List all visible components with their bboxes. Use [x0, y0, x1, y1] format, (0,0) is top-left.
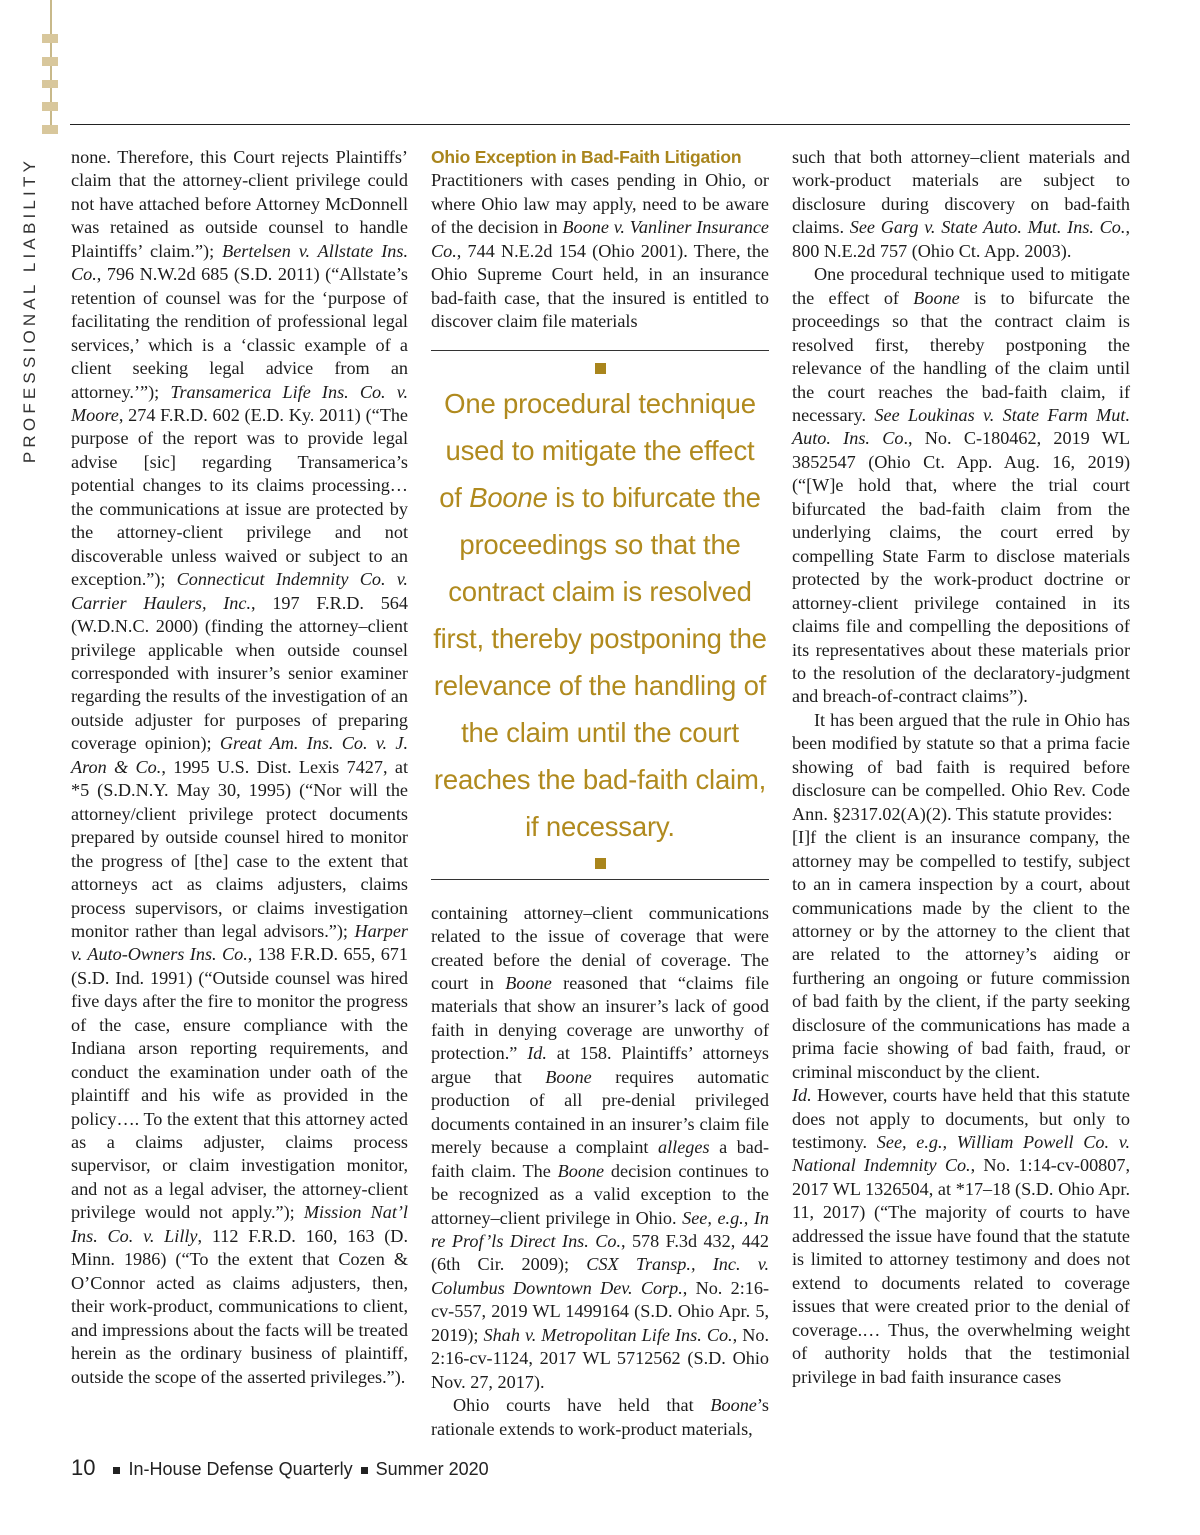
col3-paragraph-2: One procedural technique used to mitigate the effect of Boone is to bifurcate the proceedings so that the contract claim is resolved first, thereby postponing the relevance of the handling of the claim until the court reaches the bad-faith claim, if necessary. See Loukinas v. State Farm Mut. Auto. Ins. Co., No. C-180462, 2019 WL 3852547 (Ohio Ct. App. Aug. 16, 2019) (“[W]e hold that, where the trial court bifurcated the bad-faith claim from the underlying claims, the court erred by compelling State Farm to disclose materials protected by the work-product doctrine or attorney-client privilege contained in its claims file and compelling the depositions of its representatives about these materials prior to the resolution of the declaratory-judgment and breach-of-contract claims”). — [792, 264, 1130, 707]
pull-quote — [431, 350, 769, 880]
bullet-icon — [113, 1467, 120, 1474]
section-side-label: PROFESSIONAL LIABILITY — [20, 156, 39, 464]
col2-paragraph-1: Practitioners with cases pending in Ohio, or where Ohio law may apply, need to be aware of the decision in Boone v. Vanliner Insurance Co., 744 N.E.2d 154 (Ohio 2001). There, the Ohio Supreme Court held, in an insurance bad-faith case, that the insured is entitled to discover claim file materials — [431, 170, 769, 332]
bullet-icon — [361, 1467, 368, 1474]
page-footer — [71, 1455, 489, 1481]
column-1 — [71, 146, 408, 1389]
issue-date: Summer 2020 — [375, 1459, 489, 1479]
col3-paragraph-1: such that both attorney–client materials and work-product materials are subject to disclosure during discovery on bad-faith claims. See Garg v. State Auto. Mut. Ins. Co., 800 N.E.2d 757 (Ohio Ct. App. 2003). — [792, 147, 1130, 261]
column-2 — [431, 146, 769, 1441]
pull-quote-text: One procedural technique used to mitigate the effect of Boone is to bifurcate the proceedings so that the contract claim is resolved first, thereby postponing the relevance of the handling of the claim until the court reaches the bad-faith claim, if necessary. — [433, 387, 767, 842]
col2-paragraph-2: containing attorney–client communications related to the issue of coverage that were created before the denial of coverage. The court in Boone reasoned that “claims file materials that show an insurer’s lack of good faith in denying coverage are unworthy of protection.” Id. at 158. Plaintiffs’ attorneys argue that Boone requires automatic production of all pre-denial privileged documents contained in an insurer’s claim file merely because a complaint alleges a bad-faith claim. The Boone decision continues to be recognized as a valid exception to the attorney–client privilege in Ohio. See, e.g., In re Prof’ls Direct Ins. Co., 578 F.3d 432, 442 (6th Cir. 2009); CSX Transp., Inc. v. Columbus Downtown Dev. Corp., No. 2:16-cv-557, 2019 WL 1499164 (S.D. Ohio Apr. 5, 2019); Shah v. Metropolitan Life Ins. Co., No. 2:16-cv-1124, 2017 WL 5712562 (S.D. Ohio Nov. 27, 2017). — [431, 902, 770, 1392]
col2-paragraph-3: Ohio courts have held that Boone’s rationale extends to work-product materials, — [431, 1395, 769, 1439]
col3-paragraph-4: Id. However, courts have held that this statute does not apply to documents, but only to testimony. See, e.g., William Powell Co. v. National Indemnity Co., No. 1:14-cv-00807, 2017 WL 1326504, at *17–18 (S.D. Ohio Apr. 11, 2017) (“The majority of courts to have addressed the issue have found that the statute is limited to attorney testimony and does not extend to documents related to coverage issues that were created prior to the denial of coverage.… Thus, the overwhelming weight of authority holds that the testimonial privilege in bad faith insurance cases — [792, 1085, 1130, 1387]
col3-paragraph-3: It has been argued that the rule in Ohio has been modified by statute so that a prima facie showing of bad faith is required before disclosure can be compelled. Ohio Rev. Code Ann. §2317.02(A)(2). This statute provides: — [792, 709, 1130, 824]
section-heading: Ohio Exception in Bad-Faith Litigation — [431, 147, 742, 167]
top-rule — [70, 124, 1130, 125]
decorative-rail-bars — [42, 34, 58, 134]
publication-name: In-House Defense Quarterly — [128, 1459, 353, 1479]
page-number: 10 — [71, 1455, 96, 1480]
col1-paragraph-1: none. Therefore, this Court rejects Plaintiffs’ claim that the attorney-client privilege could not have attached before Attorney McDonnell was retained as outside counsel to handle Plaintiffs’ claim.”); Bertelsen v. Allstate Ins. Co., 796 N.W.2d 685 (S.D. 2011) (“Allstate’s retention of counsel was for the ‘purpose of facilitating the rendition of professional legal services,’ which is a ‘classic example of a client seeking legal advice from an attorney.’”); Transamerica Life Ins. Co. v. Moore, 274 F.R.D. 602 (E.D. Ky. 2011) (“The purpose of the report was to provide legal advise [sic] regarding Transamerica’s potential changes to its claims processing… the communications at issue are protected by the attorney-client privilege and not discoverable unless waived or subject to an exception.”); Connecticut Indemnity Co. v. Carrier Haulers, Inc., 197 F.R.D. 564 (W.D.N.C. 2000) (finding the attorney–client privilege applicable when outside counsel corresponded with insurer’s senior examiner regarding the results of the investigation of an outside adjuster for purposes of preparing coverage opinion); Great Am. Ins. Co. v. J. Aron & Co., 1995 U.S. Dist. Lexis 7427, at *5 (S.D.N.Y. May 30, 1995) (“Nor will the attorney/client privilege protect documents prepared by outside counsel hired to monitor the progress of [the] case to the extent that attorneys act as claims adjusters, claims process supervisors, or claims investigation monitor rather than legal advisors.”); Harper v. Auto-Owners Ins. Co., 138 F.R.D. 655, 671 (S.D. Ind. 1991) (“Outside counsel was hired five days after the fire to monitor the progress of the case, ensure compliance with the Indiana arson reporting requirements, and conduct the examination under oath of the plaintiff and his wife as provided in the policy…. To the extent that this attorney acted as a claims adjuster, claims process supervisor, or claim investigation monitor, and not as a legal adviser, the attorney-client privilege would not apply.”); Mission Nat’l Ins. Co. v. Lilly, 112 F.R.D. 160, 163 (D. Minn. 1986) (“To the extent that Cozen & O’Connor acted as claims adjusters, then, their work-product, communications to client, and impressions about the facts will be treated herein as the ordinary business of plaintiff, outside the scope of the asserted privileges.”). — [71, 147, 409, 1387]
statute-blockquote: [I]f the client is an insurance company, the attorney may be compelled to testify, subject to an in camera inspection by a court, about communications made by the client to the attorney or by the attorney to the client that are related to the attorney’s aiding or furthering an ongoing or future commission of bad faith by the client, if the party seeking disclosure of the communications has made a prima facie showing of bad faith, fraud, or criminal misconduct by the client. — [792, 827, 1130, 1082]
pull-quote-square-icon — [595, 363, 606, 374]
column-3 — [792, 146, 1130, 1389]
pull-quote-square-icon — [595, 858, 606, 869]
